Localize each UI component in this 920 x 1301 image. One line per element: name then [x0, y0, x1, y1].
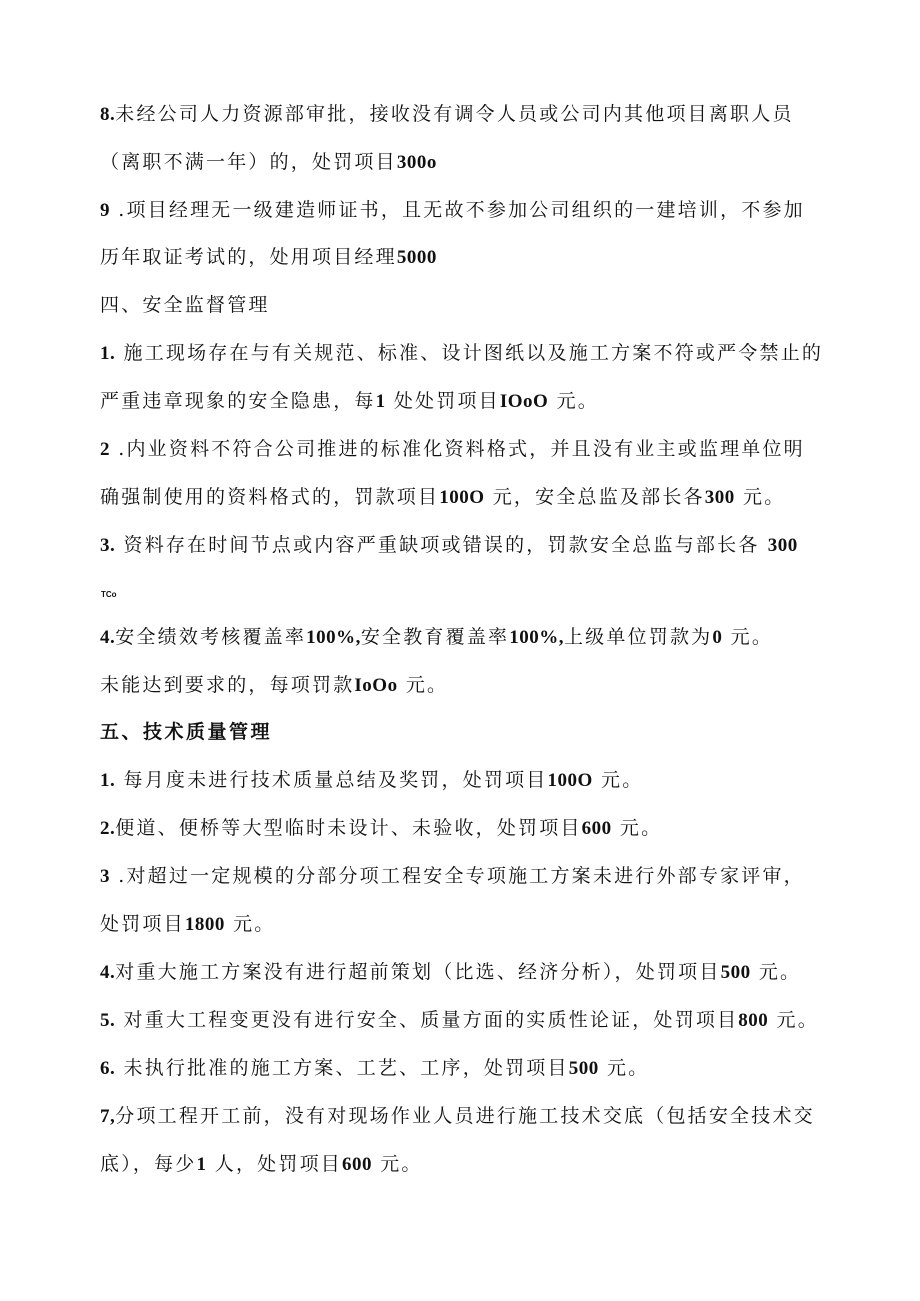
line-text: 未执行批准的施工方案、工艺、工序，处罚项目 — [115, 1057, 569, 1079]
line-text: 元，安全总监及部长各 — [492, 486, 705, 508]
amount: 300 — [767, 535, 798, 556]
item-number: 3 — [100, 866, 110, 887]
percentage: 100%, — [306, 627, 361, 648]
tech-item-7-line-2 — [100, 1151, 423, 1178]
amount: 300 — [704, 487, 735, 508]
heading-text: 五、技术质量管理 — [100, 721, 273, 743]
line-text: 处处罚项目 — [393, 390, 500, 412]
line-text: 未能达到要求的，每项罚款 — [100, 674, 355, 696]
count: 1 — [375, 391, 386, 412]
item-number: 2. — [100, 818, 116, 839]
line-text: 每月度未进行技术质量总结及奖罚，处罚项目 — [115, 769, 548, 791]
item-number: 5. — [100, 1010, 116, 1031]
item-number: 1. — [100, 770, 116, 791]
safety-item-2-line-2 — [100, 484, 785, 511]
line-text: 安全绩效考核覆盖率 — [115, 626, 307, 648]
amount: 600 — [581, 818, 612, 839]
item-number: 3. — [100, 535, 116, 556]
amount: 1800 — [184, 914, 225, 935]
unit: 元。 — [405, 674, 449, 696]
line-text: 对重大工程变更没有进行安全、质量方面的实质性论证，处罚项目 — [115, 1009, 739, 1031]
line-text: （离职不满一年）的，处罚项目 — [100, 151, 397, 173]
amount: 500 — [720, 962, 751, 983]
unit: 元。 — [233, 913, 276, 935]
line-text: .内业资料不符合公司推进的标准化资料格式，并且没有业主或监理单位明 — [110, 438, 805, 460]
fragment-text: TCo — [101, 590, 117, 599]
safety-item-4-line-1 — [100, 624, 773, 651]
safety-item-4-line-2 — [100, 672, 448, 699]
unit: 元。 — [730, 626, 774, 648]
heading-text: 四、安全监督管理 — [100, 294, 270, 316]
unit: 元。 — [619, 817, 663, 839]
line-text: 未经公司人力资源部审批，接收没有调令人员或公司内其他项目离职人员 — [115, 103, 794, 125]
line-text: 便道、便桥等大型临时未设计、未验收，处罚项目 — [115, 817, 582, 839]
amount: 600 — [341, 1154, 372, 1175]
section-heading-safety — [100, 292, 270, 318]
unit: 元。 — [776, 1009, 819, 1031]
item-number: 4. — [100, 962, 116, 983]
line-text: 人，处罚项目 — [214, 1153, 342, 1175]
item-number: 1. — [100, 343, 116, 364]
unit: 元。 — [556, 390, 599, 412]
line-text: 确强制使用的资料格式的，罚款项目 — [100, 486, 440, 508]
item-number: 7, — [100, 1106, 116, 1127]
line-text: .对超过一定规模的分部分项工程安全专项施工方案未进行外部专家评审， — [110, 865, 805, 887]
item-number: 4. — [100, 627, 116, 648]
amount: 0 — [712, 627, 723, 648]
percentage: 100%, — [509, 627, 564, 648]
count: 1 — [196, 1154, 207, 1175]
amount: IoOo — [354, 675, 398, 696]
item-number: 6. — [100, 1058, 116, 1079]
line-text: 处罚项目 — [100, 913, 185, 935]
item-9-line-1 — [100, 197, 805, 224]
amount: 100O — [439, 487, 485, 508]
safety-item-1-line-1 — [100, 340, 823, 367]
tech-item-3-line-2 — [100, 911, 275, 938]
safety-item-2-line-1 — [100, 436, 805, 463]
item-8-line-1 — [100, 101, 794, 128]
safety-item-3-line-1 — [100, 532, 798, 559]
amount: IOoO — [499, 391, 549, 412]
tech-item-2 — [100, 815, 662, 842]
line-text: 历年取证考试的，处用项目经理 — [100, 246, 397, 268]
tech-item-1 — [100, 767, 643, 794]
amount: 300o — [396, 152, 437, 173]
item-number: 9 — [100, 200, 110, 221]
ocr-fragment — [101, 589, 117, 601]
tech-item-4 — [100, 959, 801, 986]
amount: 100O — [547, 770, 593, 791]
tech-item-3-line-1 — [100, 863, 805, 890]
safety-item-1-line-2 — [100, 388, 599, 415]
tech-item-5 — [100, 1007, 819, 1034]
item-9-line-2 — [100, 244, 437, 271]
line-text: .项目经理无一级建造师证书，且无故不参加公司组织的一建培训，不参加 — [110, 199, 805, 221]
item-number: 8. — [100, 104, 116, 125]
line-text: 上级单位罚款为 — [563, 626, 713, 648]
amount: 500 — [568, 1058, 599, 1079]
unit: 元。 — [758, 961, 802, 983]
section-heading-technical-quality — [100, 719, 272, 745]
unit: 元。 — [380, 1153, 423, 1175]
line-text: 资料存在时间节点或内容严重缺项或错误的，罚款安全总监与部长各 — [115, 534, 760, 556]
line-text: 底），每少 — [100, 1153, 197, 1175]
line-text: 分项工程开工前，没有对现场作业人员进行施工技术交底（包括安全技术交 — [115, 1105, 815, 1127]
line-text: 安全教育覆盖率 — [360, 626, 510, 648]
unit: 元。 — [606, 1057, 650, 1079]
tech-item-7-line-1 — [100, 1103, 815, 1130]
line-text: 对重大施工方案没有进行超前策划（比选、经济分析），处罚项目 — [115, 961, 721, 983]
amount: 5000 — [396, 247, 437, 268]
line-text: 严重违章现象的安全隐患，每 — [100, 390, 376, 412]
unit: 元。 — [601, 769, 644, 791]
tech-item-6 — [100, 1055, 649, 1082]
item-number: 2 — [100, 439, 110, 460]
item-8-line-2 — [100, 149, 437, 176]
line-text: 施工现场存在与有关规范、标准、设计图纸以及施工方案不符或严令禁止的 — [115, 342, 824, 364]
amount: 800 — [738, 1010, 769, 1031]
unit: 元。 — [743, 486, 786, 508]
